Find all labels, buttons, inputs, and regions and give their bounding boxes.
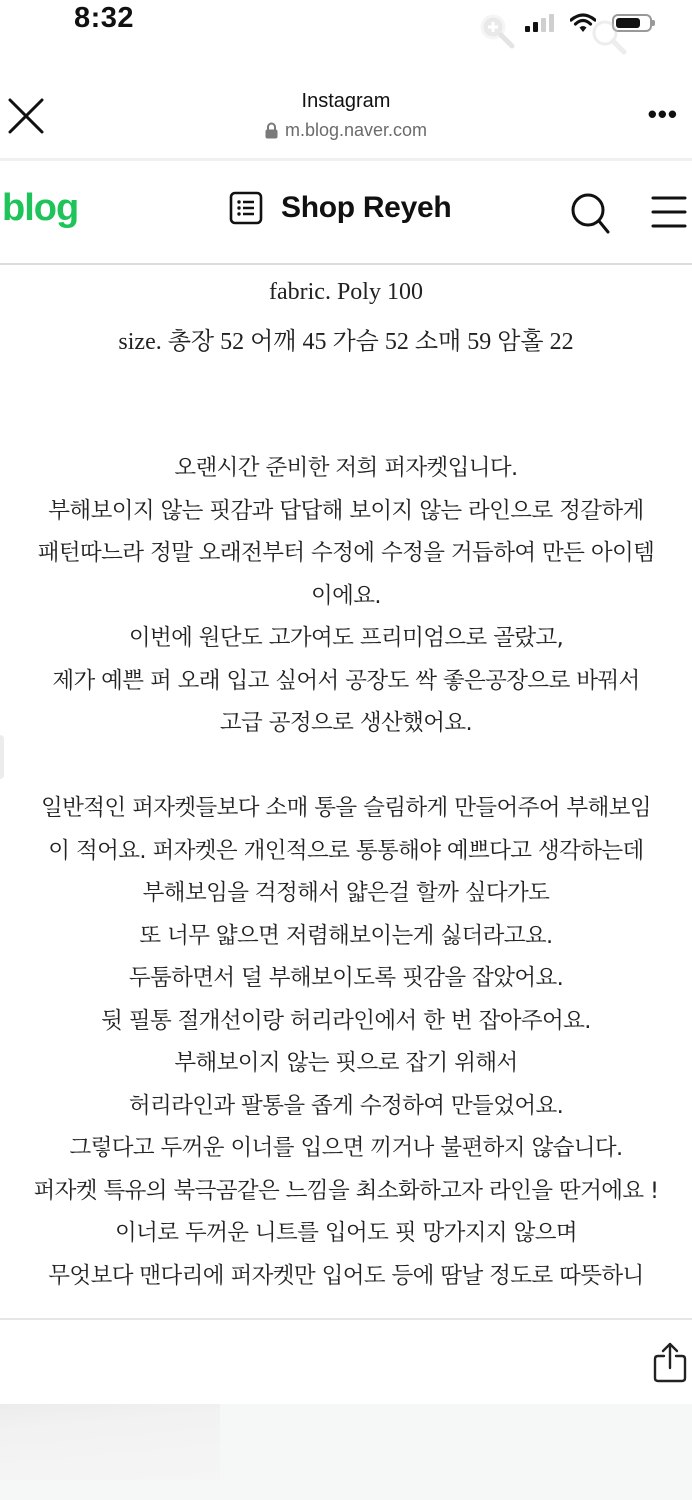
blog-logo[interactable]: blog: [2, 187, 79, 229]
size-spec: size. 총장 52 어깨 45 가슴 52 소매 59 암홀 22: [118, 329, 574, 355]
post-line: 두툼하면서 덜 부해보이도록 핏감을 잡았어요.: [128, 965, 564, 991]
post-paragraph: [0, 447, 692, 745]
image-thumbnail-partial: [0, 1404, 220, 1480]
post-line: 또 너무 얇으면 저렴해보이는게 싫더라고요.: [139, 922, 553, 949]
more-options-button[interactable]: •••: [647, 99, 678, 129]
status-time: 8:32: [74, 2, 135, 34]
scroll-edge-handle: [0, 735, 4, 779]
zoom-magnifier-icon: [478, 12, 516, 50]
post-line: 이번에 원단도 고가여도 프리미엄으로 골랐고,: [128, 625, 564, 651]
cellular-signal-icon: [525, 14, 554, 32]
share-icon[interactable]: [652, 1340, 688, 1384]
bottom-toolbar: [0, 1320, 692, 1404]
post-line: 부해보이지 않는 핏으로 잡기 위해서: [174, 1050, 518, 1076]
blog-navigation-bar: [0, 161, 692, 265]
post-line: 뒷 필통 절개선이랑 허리라인에서 한 번 잡아주어요.: [101, 1007, 591, 1034]
post-paragraph: [0, 787, 692, 1297]
blog-title: Shop Reyeh: [281, 191, 452, 224]
post-line: 제가 예쁜 퍼 오래 입고 싶어서 공장도 싹 좋은공장으로 바꿔서: [52, 667, 640, 694]
list-icon: [229, 191, 263, 225]
zoom-magnifier-icon: [590, 18, 628, 56]
post-line: 부해보이지 않는 핏감과 답답해 보이지 않는 라인으로 정갈하게: [48, 497, 644, 524]
post-content: [0, 265, 692, 1318]
post-line: 고급 공정으로 생산했어요.: [219, 710, 473, 736]
status-bar: [0, 0, 692, 60]
post-line: 무엇보다 맨다리에 퍼자켓만 입어도 등에 땀날 정도로 따뜻하니: [48, 1262, 644, 1289]
post-line: 패턴따느라 정말 오래전부터 수정에 수정을 거듭하여 만든 아이템: [37, 540, 655, 566]
browser-url[interactable]: [0, 120, 692, 141]
search-icon[interactable]: [568, 191, 612, 235]
post-line: 그렇다고 두꺼운 이너를 입으면 끼거나 불편하지 않습니다.: [69, 1135, 623, 1161]
hamburger-menu-icon[interactable]: [650, 193, 688, 231]
lock-icon: [265, 122, 278, 139]
post-line: 부해보임을 걱정해서 얇은걸 할까 싶다가도: [142, 880, 550, 906]
browser-url-text: m.blog.naver.com: [284, 120, 428, 140]
fabric-spec: fabric. Poly 100: [269, 279, 423, 305]
post-line: 퍼자켓 특유의 북극곰같은 느낌을 최소화하고자 라인을 딴거에요 !: [33, 1177, 659, 1204]
in-app-browser-bar: [0, 70, 692, 158]
post-line: 일반적인 퍼자켓들보다 소매 통을 슬림하게 만들어주어 부해보임: [41, 795, 651, 821]
post-line: 이너로 두꺼운 니트를 입어도 핏 망가지지 않으며: [114, 1220, 577, 1246]
post-line: 이 적어요. 퍼자켓은 개인적으로 통통해야 예쁘다고 생각하는데: [48, 837, 644, 864]
post-line: 허리라인과 팔통을 좁게 수정하여 만들었어요.: [128, 1092, 564, 1119]
post-line: 오랜시간 준비한 저희 퍼자켓입니다.: [174, 455, 518, 481]
browser-title: Instagram: [301, 90, 391, 112]
status-icons: [525, 8, 652, 38]
post-line: 이에요.: [311, 582, 381, 609]
blog-title-link[interactable]: [229, 191, 451, 225]
